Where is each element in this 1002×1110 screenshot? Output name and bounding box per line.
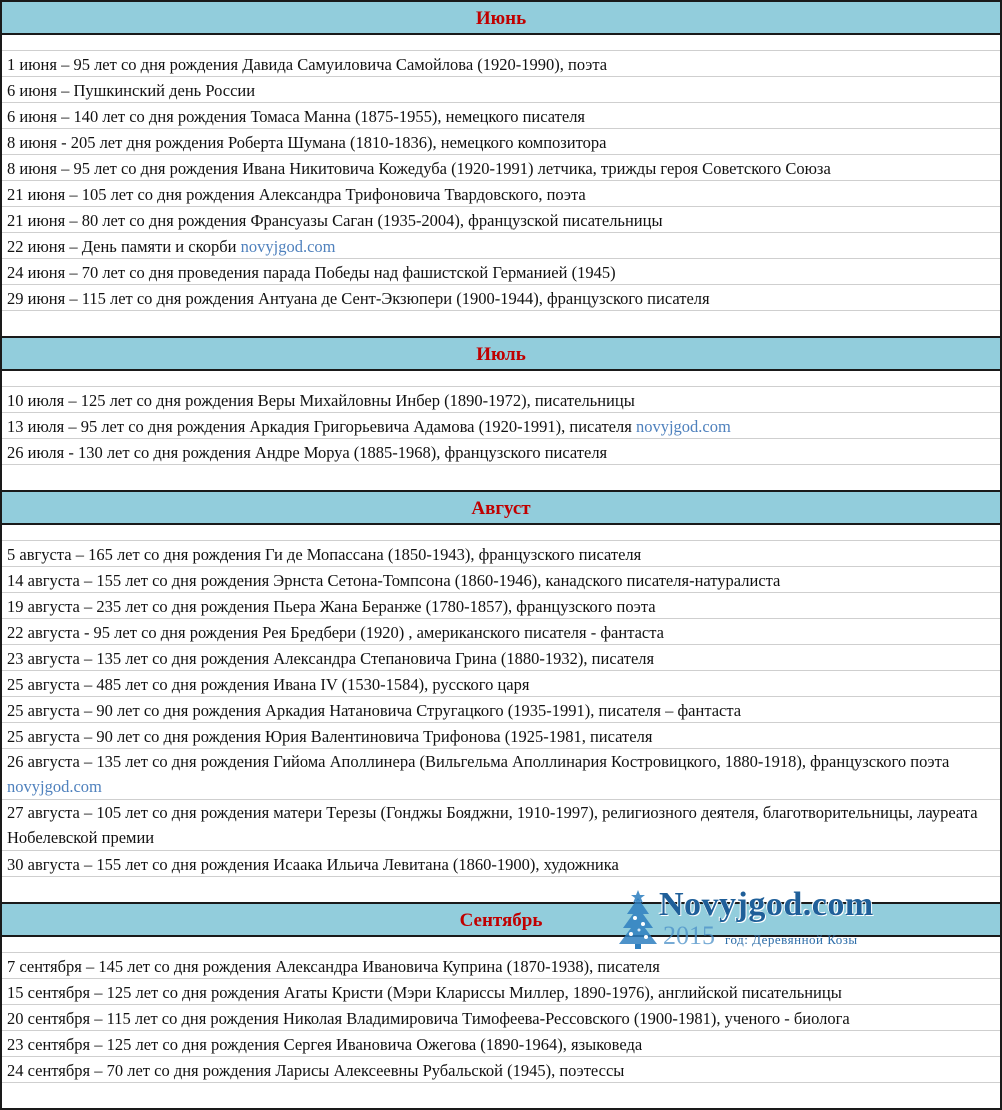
event-text: 22 июня – День памяти и скорби [7,237,237,256]
table-row [2,953,1000,979]
event-text: 23 сентября – 125 лет со дня рождения Сергея Ивановича Ожегова (1890-1964), языковеда [7,1035,643,1054]
table-row [2,541,1000,567]
table-row [2,593,1000,619]
table-row [2,233,1000,259]
month-section [0,490,1002,902]
month-header: Июль [2,336,1000,371]
event-text: 19 августа – 235 лет со дня рождения Пьера Жана Беранже (1780-1857), французского поэта [7,597,656,616]
event-text: 25 августа – 485 лет со дня рождения Ивана IV (1530-1584), русского царя [7,675,530,694]
table-row [2,851,1000,877]
watermark-year: 2015 [663,921,715,950]
event-text: 26 августа – 135 лет со дня рождения Гийома Аполлинера (Вильгельма Аполлинария Костровицкого, 1880-1918), французского поэта [7,752,950,771]
empty-row [2,465,1000,490]
table-row [2,51,1000,77]
table-row [2,207,1000,233]
table-row [2,259,1000,285]
event-text: 21 июня – 105 лет со дня рождения Александра Трифоновича Твардовского, поэта [7,185,586,204]
month-header: Август [2,490,1000,525]
event-text: 8 июня - 205 лет дня рождения Роберта Шумана (1810-1836), немецкого композитора [7,133,607,152]
empty-row [2,877,1000,902]
spacer-row [2,371,1000,387]
spacer-row [2,35,1000,51]
month-header: Июнь [2,0,1000,35]
site-link[interactable]: novyjgod.com [7,777,102,796]
spacer-row [2,937,1000,953]
table-row [2,285,1000,311]
watermark-brand: Novyjgod.com [659,886,874,923]
table-row [2,800,1000,851]
table-row [2,645,1000,671]
event-text: 1 июня – 95 лет со дня рождения Давида Самуиловича Самойлова (1920-1990), поэта [7,55,608,74]
month-section [0,336,1002,490]
event-text: 8 июня – 95 лет со дня рождения Ивана Никитовича Кожедуба (1920-1991) летчика, трижды героя Советского Союза [7,159,831,178]
event-text: 5 августа – 165 лет со дня рождения Ги де Мопассана (1850-1943), французского писателя [7,545,642,564]
table-row [2,1057,1000,1083]
event-text: 7 сентября – 145 лет со дня рождения Александра Ивановича Куприна (1870-1938), писателя [7,957,660,976]
event-text: 30 августа – 155 лет со дня рождения Исаака Ильича Левитана (1860-1900), художника [7,855,619,874]
event-text: 10 июля – 125 лет со дня рождения Веры Михайловны Инбер (1890-1972), писательницы [7,391,635,410]
event-text: 25 августа – 90 лет со дня рождения Аркадия Натановича Стругацкого (1935-1991), писателя – фантаста [7,701,742,720]
event-text: 20 сентября – 115 лет со дня рождения Николая Владимировича Тимофеева-Рессовского (1900-1981), ученого - биолога [7,1009,850,1028]
table-row [2,103,1000,129]
event-text: 23 августа – 135 лет со дня рождения Александра Степановича Грина (1880-1932), писателя [7,649,655,668]
table-row [2,619,1000,645]
table-row [2,1005,1000,1031]
site-link[interactable]: novyjgod.com [240,237,336,256]
table-row [2,1031,1000,1057]
empty-row [2,311,1000,336]
table-row [2,723,1000,749]
event-text: 25 августа – 90 лет со дня рождения Юрия Валентиновича Трифонова (1925-1981, писателя [7,727,653,746]
table-row [2,387,1000,413]
event-text: 15 сентября – 125 лет со дня рождения Агаты Кристи (Мэри Клариссы Миллер, 1890-1976), английской писательницы [7,983,842,1002]
watermark-tagline: год: Деревянной Козы [725,932,858,947]
month-section [0,0,1002,336]
table-row [2,129,1000,155]
table-row [2,77,1000,103]
table-row [2,413,1000,439]
table-row [2,979,1000,1005]
event-text: 24 сентября – 70 лет со дня рождения Ларисы Алексеевны Рубальской (1945), поэтессы [7,1061,625,1080]
table-row [2,181,1000,207]
event-text: 6 июня – Пушкинский день России [7,81,256,100]
table-row [2,749,1000,800]
event-text: 21 июня – 80 лет со дня рождения Франсуазы Саган (1935-2004), французской писательницы [7,211,663,230]
month-section [0,902,1002,1108]
event-text: 22 августа - 95 лет со дня рождения Рея Бредбери (1920) , американского писателя - фантаста [7,623,664,642]
event-text: 26 июля - 130 лет со дня рождения Андре Моруа (1885-1968), французского писателя [7,443,608,462]
event-text: 27 августа – 105 лет со дня рождения матери Терезы (Гонджы Бояджни, 1910-1997), религиозного деятеля, благотворительницы, лауреата Нобелевской премии [7,803,978,847]
table-row [2,155,1000,181]
event-text: 13 июля – 95 лет со дня рождения Аркадия Григорьевича Адамова (1920-1991), писателя [7,417,632,436]
spacer-row [2,525,1000,541]
event-text: 14 августа – 155 лет со дня рождения Эрнста Сетона-Томпсона (1860-1946), канадского писателя-натуралиста [7,571,781,590]
event-text: 6 июня – 140 лет со дня рождения Томаса Манна (1875-1955), немецкого писателя [7,107,586,126]
table-row [2,567,1000,593]
event-text: 29 июня – 115 лет со дня рождения Антуана де Сент-Экзюпери (1900-1944), французского писателя [7,289,710,308]
empty-row [2,1083,1000,1108]
table-row [2,671,1000,697]
table-row [2,697,1000,723]
table-row [2,439,1000,465]
event-text: 24 июня – 70 лет со дня проведения парада Победы над фашистской Германией (1945) [7,263,616,282]
site-link[interactable]: novyjgod.com [635,417,731,436]
month-header: Сентябрь [2,902,1000,937]
